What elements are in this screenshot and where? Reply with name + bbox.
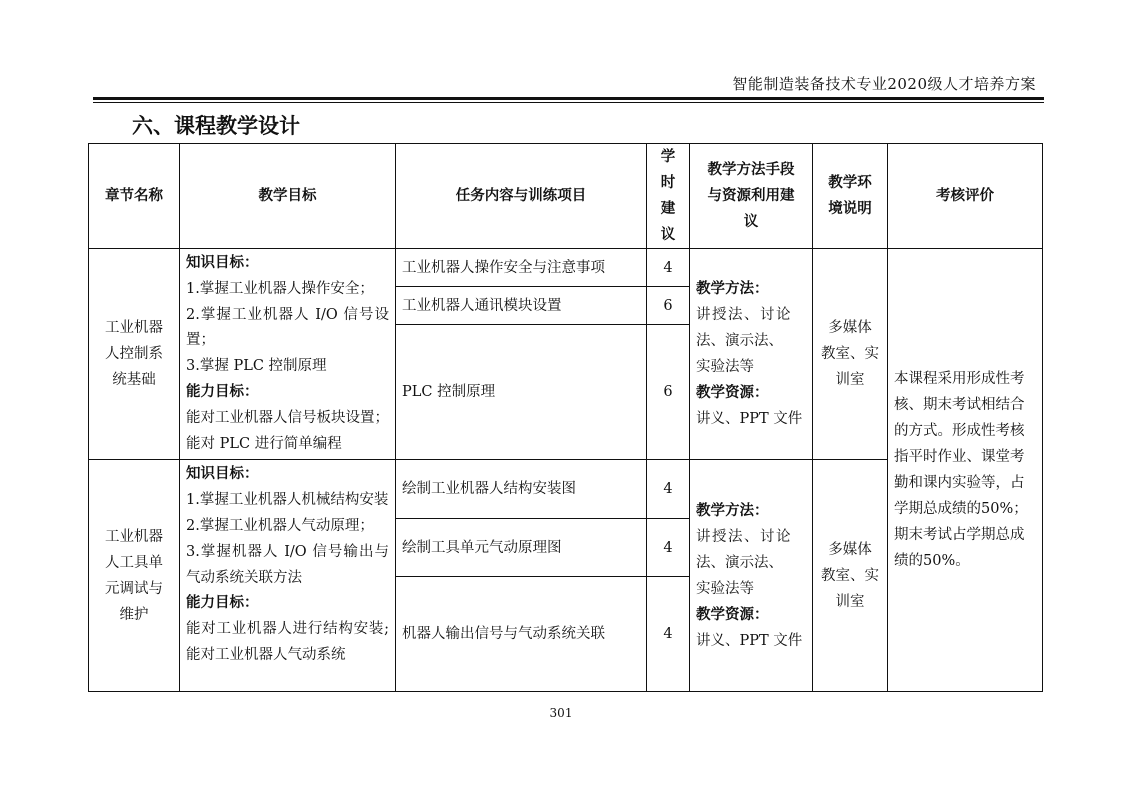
task-item: 工业机器人操作安全与注意事项 xyxy=(396,249,647,287)
section-title: 六、课程教学设计 xyxy=(132,114,300,138)
teaching-env-2: 多媒体 教室、实 训室 xyxy=(813,460,888,692)
task-item: PLC 控制原理 xyxy=(396,325,647,460)
chapter-name-1: 工业机器 人控制系 统基础 xyxy=(89,249,180,460)
task-item: 机器人输出信号与气动系统关联 xyxy=(396,577,647,692)
page-number: 301 xyxy=(549,706,573,720)
header-assess: 考核评价 xyxy=(888,144,1043,249)
header-hours: 学 时 建 议 xyxy=(647,144,690,249)
header-rule-thin xyxy=(93,102,1044,103)
assessment-text: 本课程采用形成性考核、期末考试相结合的方式。形成性考核指平时作业、课堂考勤和课内实验等，占学期总成绩的50%；期末考试占学期总成绩的50%。 xyxy=(888,249,1043,692)
task-hours: 4 xyxy=(647,519,690,577)
task-hours: 4 xyxy=(647,460,690,519)
task-item: 绘制工业机器人结构安装图 xyxy=(396,460,647,519)
teaching-methods-1: 教学方法： 讲授法、讨论 法、演示法、 实验法等 教学资源： 讲义、PPT 文件 xyxy=(690,249,813,460)
teaching-methods-2: 教学方法： 讲授法、讨论 法、演示法、 实验法等 教学资源： 讲义、PPT 文件 xyxy=(690,460,813,692)
document-header-title: 智能制造装备技术专业2020级人才培养方案 xyxy=(732,75,1036,93)
chapter-name-2: 工业机器 人工具单 元调试与 维护 xyxy=(89,460,180,692)
header-env: 教学环 境说明 xyxy=(813,144,888,249)
task-hours: 4 xyxy=(647,577,690,692)
task-hours: 4 xyxy=(647,249,690,287)
header-chapter: 章节名称 xyxy=(89,144,180,249)
header-rule-thick xyxy=(93,97,1044,100)
task-item: 工业机器人通讯模块设置 xyxy=(396,287,647,325)
header-tasks: 任务内容与训练项目 xyxy=(396,144,647,249)
task-hours: 6 xyxy=(647,325,690,460)
table-header-row xyxy=(89,144,1043,249)
header-goals: 教学目标 xyxy=(180,144,396,249)
teaching-goals-2: 知识目标： 1.掌握工业机器人机械结构安装 2.掌握工业机器人气动原理； 3.掌握机器人 I/O 信号输出与气动系统关联方法 能力目标： 能对工业机器人进行结构安装;能对工业机器人气动系统 xyxy=(180,460,396,692)
task-hours: 6 xyxy=(647,287,690,325)
task-item: 绘制工具单元气动原理图 xyxy=(396,519,647,577)
teaching-env-1: 多媒体 教室、实 训室 xyxy=(813,249,888,460)
table-row xyxy=(89,249,1043,287)
course-design-table xyxy=(88,143,1043,692)
teaching-goals-1: 知识目标： 1.掌握工业机器人操作安全； 2.掌握工业机器人 I/O 信号设置； 3.掌握 PLC 控制原理 能力目标： 能对工业机器人信号板块设置；能对 PLC 进行简单编程 xyxy=(180,249,396,460)
header-methods: 教学方法手段 与资源利用建 议 xyxy=(690,144,813,249)
